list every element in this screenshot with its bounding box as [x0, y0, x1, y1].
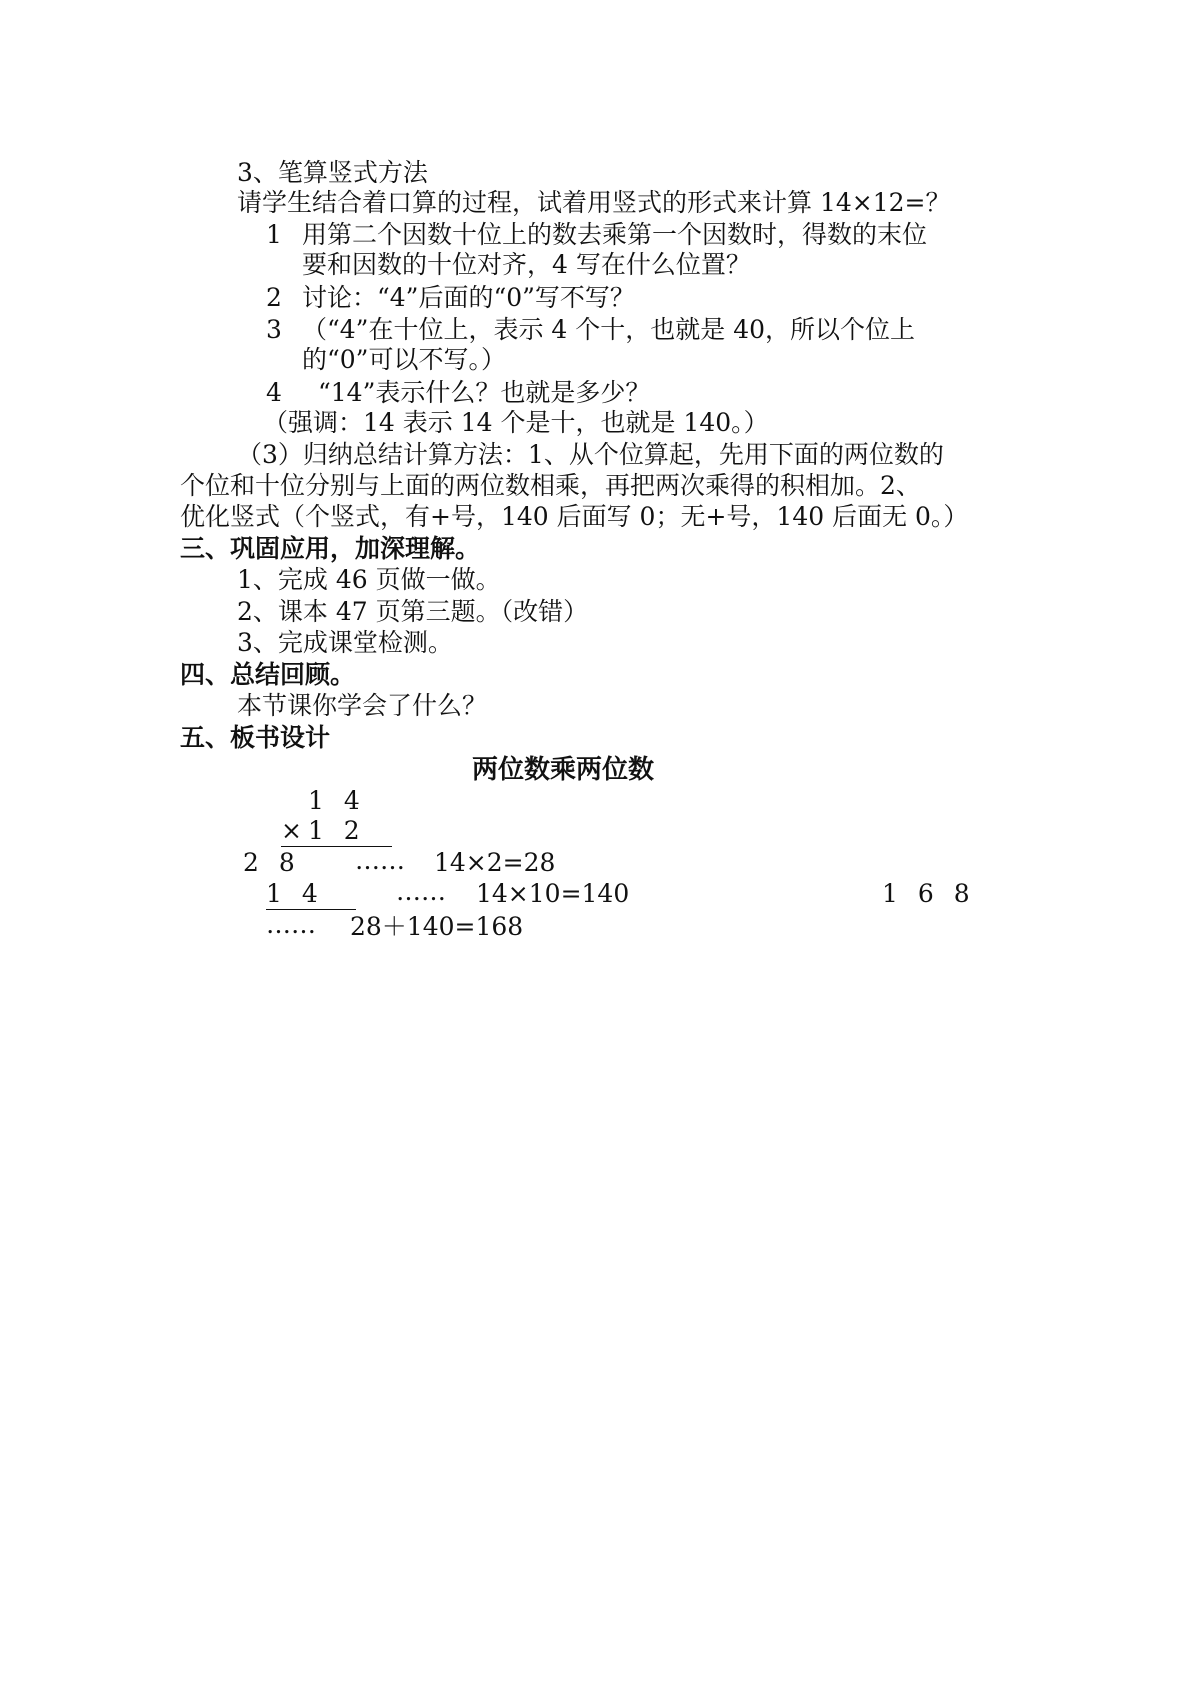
- list-item: 3、完成课堂检测。: [237, 628, 453, 657]
- calc-partial-product: 2 8: [243, 848, 301, 877]
- board-title: 两位数乘两位数: [472, 755, 655, 785]
- calc-partial-product: [266, 879, 356, 909]
- item-text: （“4”在十位上，表示 4 个十，也就是 40，所以个位上: [302, 315, 916, 344]
- item-number: 3: [266, 315, 282, 344]
- calc-multiplicand: 1 4: [308, 786, 366, 815]
- list-item: 2、课本 47 页第三题。（改错）: [237, 597, 589, 626]
- calc-note: 14×2=28: [434, 848, 556, 877]
- body-text: 本节课你学会了什么？: [237, 691, 488, 720]
- intro-text: 请学生结合着口算的过程，试着用竖式的形式来计算 14×12=？: [237, 188, 951, 217]
- calc-dots: ……: [355, 846, 405, 875]
- list-item: 1、完成 46 页做一做。: [237, 565, 501, 594]
- item-text-continued: 要和因数的十位对齐，4 写在什么位置？: [302, 250, 751, 279]
- item-number: 4: [266, 378, 282, 407]
- calc-note: 28＋140=168: [350, 912, 524, 941]
- item-text: 讨论：“4”后面的“0”写不写？: [302, 283, 635, 312]
- summary-line: 优化竖式（个竖式，有+号，140 后面写 0；无+号，140 后面无 0。）: [180, 502, 969, 531]
- item-text: 用第二个因数十位上的数去乘第一个因数时，得数的末位: [302, 220, 928, 249]
- calc-multiplier: [281, 816, 392, 846]
- section-heading: 四、总结回顾。: [180, 660, 356, 689]
- calc-result: 1 6 8: [882, 879, 976, 908]
- calc-multiplier-underlined: ×1 2: [281, 816, 392, 847]
- section-heading: 三、巩固应用，加深理解。: [180, 534, 481, 563]
- calc-partial-underlined: 1 4: [266, 879, 356, 910]
- item-number: 1: [266, 220, 282, 249]
- calc-note: 14×10=140: [476, 879, 630, 908]
- summary-line: 个位和十位分别与上面的两位数相乘，再把两次乘得的积相加。2、: [180, 471, 921, 500]
- item-number: 2: [266, 283, 282, 312]
- emphasis-text: （强调：14 表示 14 个是十，也就是 140。）: [263, 408, 769, 437]
- calc-dots: ……: [266, 910, 316, 939]
- section-heading: 五、板书设计: [180, 723, 331, 752]
- calc-dots: ……: [396, 877, 446, 906]
- summary-line: （3）归纳总结计算方法：1、从个位算起，先用下面的两位数的: [237, 440, 944, 469]
- section-heading: 3、笔算竖式方法: [237, 158, 428, 187]
- item-text-continued: 的“0”可以不写。）: [302, 345, 506, 374]
- item-text: “14”表示什么？也就是多少？: [318, 378, 651, 407]
